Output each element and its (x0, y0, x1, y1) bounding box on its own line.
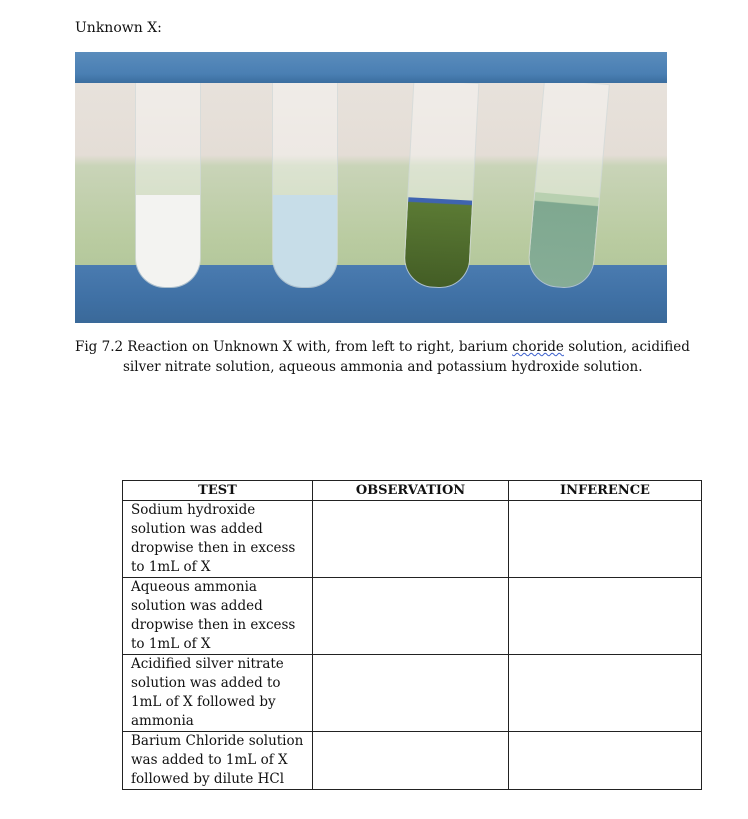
results-table (122, 480, 702, 790)
test-tubes-photo (75, 52, 667, 323)
table-row (123, 501, 702, 578)
inference-cell[interactable] (509, 578, 702, 655)
test-tube-4 (526, 79, 610, 291)
header-observation: OBSERVATION (313, 481, 509, 501)
test-cell: Aqueous ammonia solution was added dropwise then in excess to 1mL of X (123, 578, 313, 655)
table-row (123, 578, 702, 655)
test-cell: Sodium hydroxide solution was added dropwise then in excess to 1mL of X (123, 501, 313, 578)
figure-caption (75, 337, 695, 377)
test-tube-3 (403, 79, 480, 289)
rack-top (75, 52, 667, 83)
test-cell: Barium Chloride solution was added to 1mL of X followed by dilute HCl (123, 732, 313, 790)
observation-cell[interactable] (313, 732, 509, 790)
table-row (123, 732, 702, 790)
section-title: Unknown X: (75, 20, 162, 36)
caption-text: solution, acidified (563, 339, 690, 355)
inference-cell[interactable] (509, 501, 702, 578)
inference-cell[interactable] (509, 732, 702, 790)
header-inference: INFERENCE (509, 481, 702, 501)
test-cell: Acidified silver nitrate solution was added to 1mL of X followed by ammonia (123, 655, 313, 732)
observation-cell[interactable] (313, 655, 509, 732)
caption-line-2: silver nitrate solution, aqueous ammonia and potassium hydroxide solution. (123, 359, 643, 375)
header-test: TEST (123, 481, 313, 501)
caption-text: Fig 7.2 Reaction on Unknown X with, from left to right, barium (75, 339, 513, 355)
inference-cell[interactable] (509, 655, 702, 732)
caption-misspelled-word: choride (512, 339, 564, 355)
table-row (123, 655, 702, 732)
observation-cell[interactable] (313, 501, 509, 578)
observation-cell[interactable] (313, 578, 509, 655)
table-header-row (123, 481, 702, 501)
test-tube-2 (272, 81, 338, 288)
test-tube-1 (135, 81, 201, 288)
